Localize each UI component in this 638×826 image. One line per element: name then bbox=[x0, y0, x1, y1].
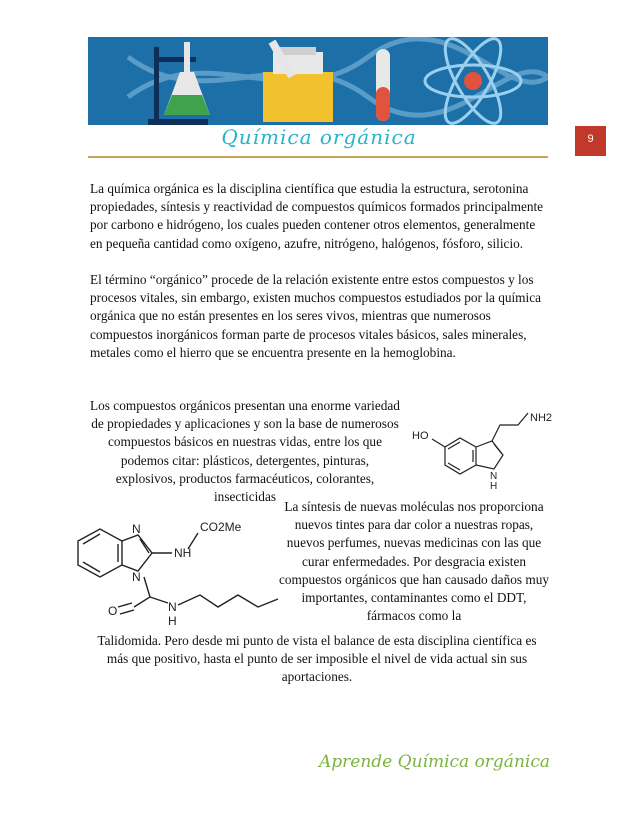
carbamate-structure-diagram bbox=[70, 515, 280, 635]
carbamate-label-co2me: CO2Me bbox=[200, 520, 242, 534]
page-title: Química orgánica bbox=[221, 125, 417, 149]
paragraph-conclusion: Talidomida. Pero desde mi punto de vista el balance de esta disciplina científica es más que positivo, hasta el punto de ser imposible el nivel de vida actual sin sus aportaciones. bbox=[97, 633, 537, 685]
title-divider bbox=[88, 156, 548, 158]
amide-label-h: H bbox=[168, 614, 177, 628]
paragraph-synthesis: La síntesis de nuevas moléculas nos proporciona nuevos tintes para dar color a nuestras ropas, nuevos perfumes, nuevas medicinas con las que curar enfermedades. Por desgracia existen compuestos orgánicos que han causado daños muy importantes, contaminantes como el DDT, fármacos como la bbox=[278, 499, 550, 624]
benzimidazole-label-n-bottom: N bbox=[132, 570, 141, 584]
benzimidazole-label-n-top: N bbox=[132, 522, 141, 536]
amide-label-o: O bbox=[108, 604, 118, 618]
serotonin-label-h: H bbox=[490, 481, 498, 490]
serotonin-structure-diagram bbox=[408, 395, 558, 490]
paragraph-definition: La química orgánica es la disciplina científica que estudia la estructura, serotonina propiedades, síntesis y reactividad de compuestos químicos formados principalmente por carbono e hidrógeno, los cuales pueden contener otros elementos, generalmente en pequeña cantidad como oxígeno, azufre, nitrógeno, halógenos, fósforo, silicio. bbox=[90, 181, 544, 251]
footer-tagline: Aprende Química orgánica bbox=[318, 752, 550, 772]
page-number-badge: 9 bbox=[575, 126, 606, 156]
carbamate-label-nh: NH bbox=[174, 546, 192, 560]
serotonin-label-ho: HO bbox=[412, 430, 429, 442]
laboratory-illustration bbox=[88, 37, 548, 125]
paragraph-applications: Los compuestos orgánicos presentan una enorme variedad de propiedades y aplicaciones y son la base de numerosos compuestos básicos en nuestras vidas, entre los que podemos citar: plásticos, detergentes, pinturas, explosivos, productos farmacéuticos, colorantes, insecticidas bbox=[90, 398, 400, 505]
serotonin-label-nh2: NH2 bbox=[530, 412, 553, 424]
serotonin-label-n: N bbox=[490, 471, 498, 482]
amide-label-n: N bbox=[168, 600, 177, 614]
paragraph-term-origin: El término “orgánico” procede de la relación existente entre estos compuestos y los procesos vitales, sin embargo, existen muchos compuestos estudiados por la química orgánica que no están presentes en los seres vivos, mientras que numerosos compuestos inorgánicos forman parte de procesos vitales básicos, sales minerales, metales como el hierro que se encuentra presente en la hemoglobina. bbox=[90, 272, 542, 360]
header-banner-image bbox=[88, 37, 548, 125]
